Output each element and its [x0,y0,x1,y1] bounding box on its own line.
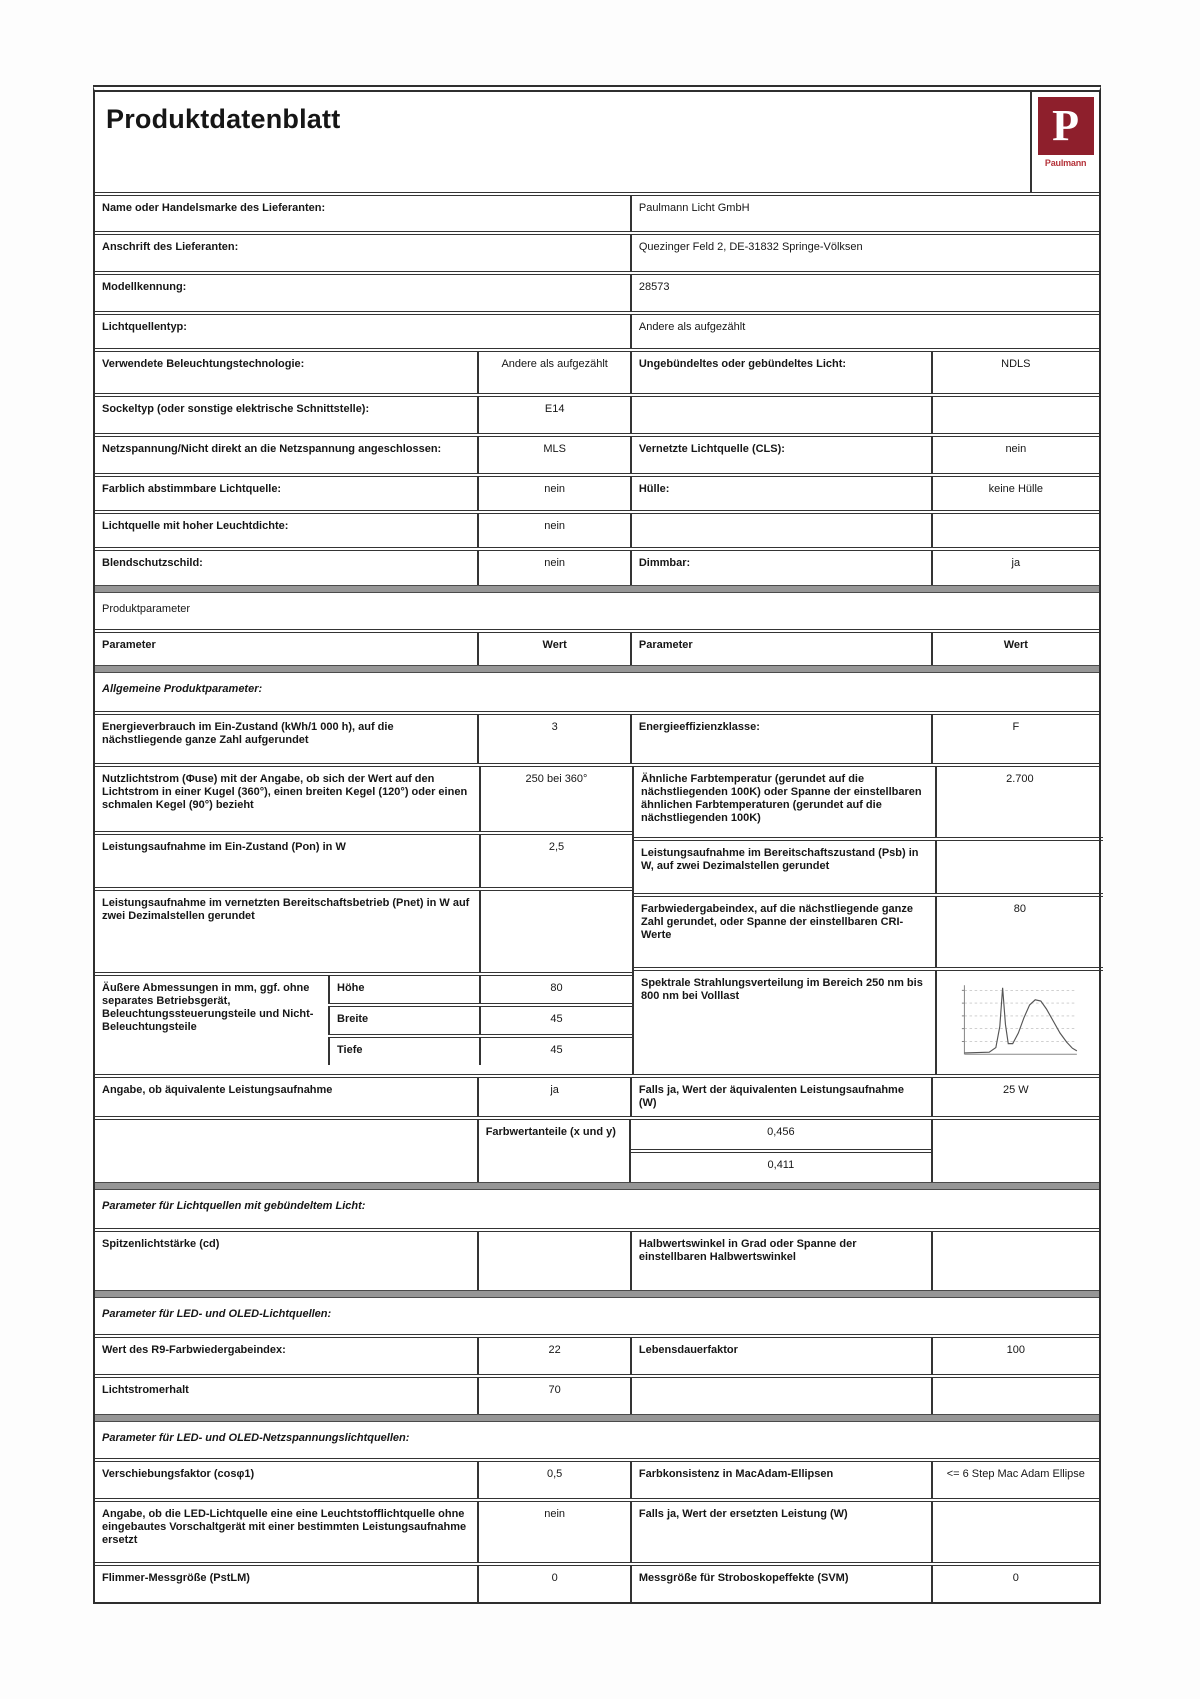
right-parameter-stack [632,767,1103,1074]
table-row [328,1003,632,1034]
param-label: Energieverbrauch im Ein-Zustand (kWh/1 000 h), auf die nächstliegende ganze Zahl aufgerundet [102,721,394,746]
param-label: Verwendete Beleuchtungstechnologie: [102,358,305,370]
column-header: Wert [477,633,629,665]
table-row [95,547,1099,585]
chromaticity-values [629,1120,931,1182]
table-row [328,1034,632,1065]
table-row [95,1298,1099,1334]
table-row [634,893,1103,967]
table-row [95,673,1099,711]
param-label: Lebensdauerfaktor [630,1338,931,1374]
spectral-distribution-chart [935,971,1103,1074]
paulmann-logo [1030,92,1099,192]
table-row [95,1190,1099,1228]
param-label: Farbkonsistenz in MacAdam-Ellipsen [630,1462,931,1498]
table-row [95,1334,1099,1374]
header-band [95,92,1099,192]
dimension-value: 45 [479,1007,632,1034]
param-value [931,514,1099,547]
param-value: 22 [477,1338,629,1374]
table-row [634,767,1103,837]
table-row [95,887,632,972]
section-divider [95,1290,1099,1298]
param-label [630,397,931,433]
param-label: Wert des R9-Farbwiedergabeindex: [102,1344,286,1356]
section-divider [95,1182,1099,1190]
param-label: Farbwiedergabeindex, auf die nächstliegende ganze Zahl gerundet, oder Spanne der einstellbaren CRI-Werte [641,903,914,941]
param-label: Vernetzte Lichtquelle (CLS): [630,437,931,473]
param-value [477,1232,629,1290]
param-label: Netzspannung/Nicht direkt an die Netzspannung angeschlossen: [102,443,442,455]
section-divider [95,1414,1099,1422]
param-value: keine Hülle [931,477,1099,510]
param-value: 3 [477,715,629,763]
param-label: Energieeffizienzklasse: [630,715,931,763]
param-value: 70 [477,1378,629,1414]
dimension-name: Breite [328,1007,479,1034]
param-value: ja [931,551,1099,585]
table-row [95,629,1099,665]
dimension-rows [328,976,632,1065]
param-label: Falls ja, Wert der äquivalenten Leistungsaufnahme (W) [630,1078,931,1116]
param-value: E14 [477,397,629,433]
param-value: nein [477,551,629,585]
table-row [95,1228,1099,1290]
param-label: Messgröße für Stroboskopeffekte (SVM) [630,1566,931,1602]
param-value: 28573 [630,275,1099,311]
param-value: nein [477,477,629,510]
param-value: Andere als aufgezählt [477,352,629,393]
param-value: 0 [477,1566,629,1602]
param-label: Halbwertswinkel in Grad oder Spanne der einstellbaren Halbwertswinkel [630,1232,931,1290]
chromaticity-y: 0,411 [631,1149,931,1182]
dimension-value: 80 [479,976,632,1003]
table-row [95,1458,1099,1498]
param-value: 250 bei 360° [479,767,632,831]
table-row [95,473,1099,510]
param-label: Leistungsaufnahme im vernetzten Bereitschaftsbetrieb (Pnet) in W auf zwei Dezimalstellen gerundet [102,897,470,922]
empty-cell [931,1120,1099,1182]
param-label: Lichtstromerhalt [102,1384,189,1396]
table-row [634,967,1103,1074]
table-row [95,831,632,887]
param-value: Quezinger Feld 2, DE-31832 Springe-Völksen [630,235,1099,271]
section-title: Produktparameter [102,603,191,615]
table-row [95,1498,1099,1562]
param-label: Leistungsaufnahme im Ein-Zustand (Pon) in W [102,841,346,853]
table-row [328,976,632,1003]
table-row [95,1422,1099,1458]
product-datasheet [93,85,1101,1604]
param-value: 0,5 [477,1462,629,1498]
table-row [95,348,1099,393]
table-row [95,433,1099,473]
section-title: Parameter für LED- und OLED-Netzspannungslichtquellen: [102,1432,410,1444]
param-label: Äußere Abmessungen in mm, ggf. ohne separates Betriebsgerät, Beleuchtungssteuerungsteile und Nicht-Beleuchtungsteile [102,982,314,1033]
param-label: Nutzlichtstrom (Φuse) mit der Angabe, ob sich der Wert auf den Lichtstrom in einer Kugel (360°), einen breiten Kegel (120°) oder einen schmalen Kegel (90°) bezieht [102,773,468,811]
section-title: Allgemeine Produktparameter: [102,683,263,695]
param-value [931,1502,1099,1562]
param-value [931,1378,1099,1414]
param-value: <= 6 Step Mac Adam Ellipse [931,1462,1099,1498]
chromaticity-x: 0,456 [767,1126,795,1138]
logo-square [1038,97,1094,155]
dimensions-block [95,972,632,1065]
param-label: Dimmbar: [630,551,931,585]
brand-name: Paulmann [1044,158,1087,168]
table-row [95,711,1099,763]
table-row [95,311,1099,348]
table-row [95,231,1099,271]
param-value: F [931,715,1099,763]
param-value: ja [477,1078,629,1116]
param-label: Farblich abstimmbare Lichtquelle: [102,483,282,495]
param-value: 2,5 [479,835,632,887]
param-label: Spitzenlichtstärke (cd) [102,1238,220,1250]
param-value [931,1232,1099,1290]
param-label: Anschrift des Lieferanten: [102,241,239,253]
page-title: Produktdatenblatt [106,104,341,134]
param-label: Sockeltyp (oder sonstige elektrische Schnittstelle): [102,403,370,415]
param-label: Lichtquelle mit hoher Leuchtdichte: [102,520,289,532]
table-row [95,593,1099,629]
param-label: Lichtquellentyp: [102,321,187,333]
param-label: Ähnliche Farbtemperatur (gerundet auf die nächstliegenden 100K) oder Spanne der einstellbaren ähnlichen Farbtemperaturen (gerundet auf die nächstliegenden 100K) [641,773,922,824]
dimension-name: Höhe [328,976,479,1003]
param-label: Modellkennung: [102,281,187,293]
section-title: Parameter für Lichtquellen mit gebündeltem Licht: [102,1200,366,1212]
param-label: Angabe, ob äquivalente Leistungsaufnahme [102,1084,333,1096]
param-value: 0 [931,1566,1099,1602]
table-row [95,1116,1099,1182]
param-label: Leistungsaufnahme im Bereitschaftszustand (Psb) in W, auf zwei Dezimalstellen gerundet [641,847,919,872]
param-value: Andere als aufgezählt [630,315,1099,348]
table-row [95,510,1099,547]
param-label: Blendschutzschild: [102,557,203,569]
param-value [931,397,1099,433]
table-row [95,271,1099,311]
dimension-value: 45 [479,1038,632,1065]
table-row [95,393,1099,433]
title-cell [95,92,1030,192]
param-value: 25 W [931,1078,1099,1116]
param-value: nein [477,1502,629,1562]
column-header: Parameter [102,639,156,651]
table-row [95,192,1099,231]
param-value: nein [931,437,1099,473]
param-label: Spektrale Strahlungsverteilung im Bereich 250 nm bis 800 nm bei Volllast [641,977,923,1002]
table-row [634,837,1103,893]
param-value [935,841,1103,893]
column-header: Parameter [630,633,931,665]
param-label: Name oder Handelsmarke des Lieferanten: [102,202,326,214]
section-divider [95,585,1099,593]
empty-cell [95,1120,477,1182]
param-value: 80 [935,897,1103,967]
section-divider [95,665,1099,673]
table-row [95,1074,1099,1116]
param-value [479,891,632,972]
table-row [95,767,632,831]
param-label: Flimmer-Messgröße (PstLM) [102,1572,250,1584]
param-value: 100 [931,1338,1099,1374]
spd-chart-svg [945,975,1095,1067]
param-value: 2.700 [935,767,1103,837]
logo-letter-icon: P [1052,101,1080,150]
param-label [630,1378,931,1414]
param-label: Angabe, ob die LED-Lichtquelle eine eine Leuchtstofflichtquelle ohne eingebautes Vorschaltgerät mit einer bestimmten Leistungsaufnahme ersetzt [102,1508,467,1546]
param-value: MLS [477,437,629,473]
param-label: Farbwertanteile (x und y) [477,1120,629,1182]
table-row [95,1562,1099,1602]
param-label: Ungebündeltes oder gebündeltes Licht: [630,352,931,393]
table-row [95,1374,1099,1414]
param-value: Paulmann Licht GmbH [630,196,1099,231]
param-label: Falls ja, Wert der ersetzten Leistung (W) [630,1502,931,1562]
column-header: Wert [931,633,1099,665]
param-label: Hülle: [630,477,931,510]
param-label [630,514,931,547]
table-band [95,763,1099,1074]
dimension-name: Tiefe [328,1038,479,1065]
param-value: NDLS [931,352,1099,393]
param-label: Verschiebungsfaktor (cosφ1) [102,1468,255,1480]
section-title: Parameter für LED- und OLED-Lichtquellen: [102,1308,332,1320]
param-value: nein [477,514,629,547]
left-parameter-stack [95,767,632,1074]
